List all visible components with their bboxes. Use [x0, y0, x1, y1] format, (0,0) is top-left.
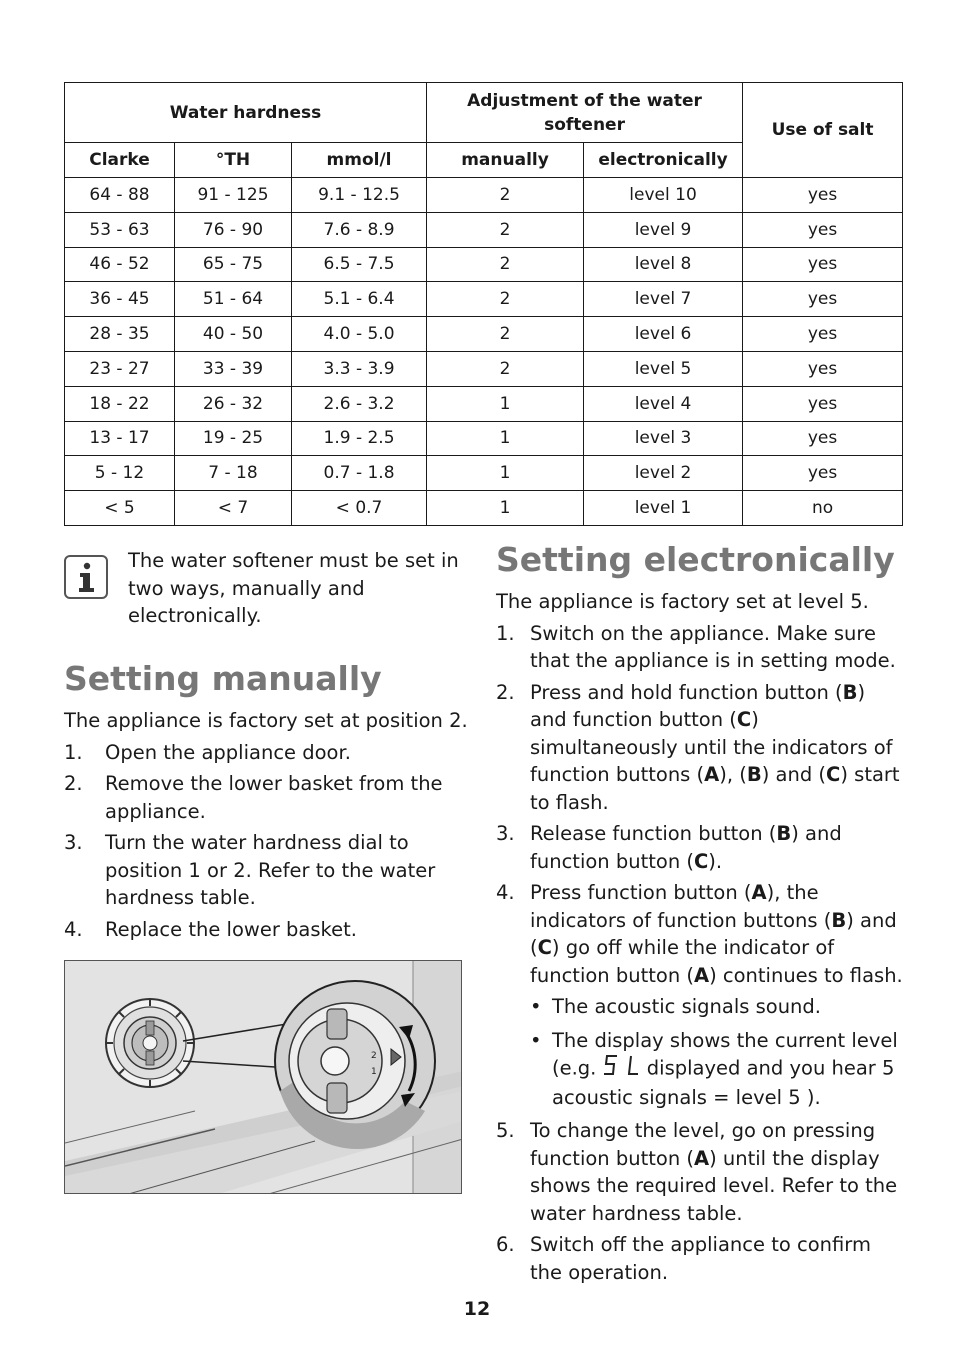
step-text: Press function button (A), the indicators of function buttons (B) and (C) go off while the indicator of function button (A) continues to flash. [530, 881, 903, 987]
right-column [496, 540, 906, 1290]
bullet-item: • The display shows the current level (e.g. displayed and you hear 5 acoustic signals = level 5 ). [530, 1028, 898, 1109]
left-column [64, 547, 474, 947]
header-mmol: mmol/l [292, 143, 427, 178]
table-cell: 2 [427, 178, 584, 213]
table-cell: 23 - 27 [65, 351, 175, 386]
electronic-step [496, 879, 906, 1111]
table-cell: yes [743, 456, 903, 491]
button-ref-c: C [693, 849, 709, 873]
table-cell: 53 - 63 [65, 212, 175, 247]
table-cell: level 1 [584, 491, 743, 526]
table-cell: level 4 [584, 386, 743, 421]
step-number: 4. [64, 917, 83, 941]
info-note [64, 547, 474, 633]
table-cell: yes [743, 247, 903, 282]
table-cell: level 5 [584, 351, 743, 386]
table-cell: 3.3 - 3.9 [292, 351, 427, 386]
step4-bullets [530, 993, 906, 1111]
header-use-of-salt: Use of salt [743, 83, 903, 178]
table-cell: 33 - 39 [175, 351, 292, 386]
table-cell: yes [743, 178, 903, 213]
table-row [65, 317, 903, 352]
step-number: 3. [64, 831, 83, 854]
step-number: 1. [64, 740, 83, 764]
step-number: 2. [64, 772, 83, 795]
table-cell: no [743, 491, 903, 526]
step-text: Replace the lower basket. [105, 917, 357, 941]
step-number: 2. [496, 680, 515, 704]
electronic-step [496, 620, 906, 675]
table-cell: level 9 [584, 212, 743, 247]
step-text: Release function button (B) and function button (C). [530, 822, 842, 873]
electronic-step [496, 1231, 906, 1286]
table-cell: 18 - 22 [65, 386, 175, 421]
header-manually: manually [427, 143, 584, 178]
table-cell: 1.9 - 2.5 [292, 421, 427, 456]
step-number: 5. [496, 1119, 515, 1142]
table-cell: 91 - 125 [175, 178, 292, 213]
info-icon [64, 555, 108, 599]
table-cell: < 0.7 [292, 491, 427, 526]
button-ref-b: B [831, 908, 847, 932]
table-cell: 4.0 - 5.0 [292, 317, 427, 352]
table-cell: 76 - 90 [175, 212, 292, 247]
step-text: Press and hold function button (B) and function button (C) simultaneously until the indicators of function buttons (A), (B) and (C) start to flash. [530, 680, 900, 814]
step-text: Switch off the appliance to confirm the operation. [530, 1233, 871, 1284]
table-cell: level 2 [584, 456, 743, 491]
header-clarke: Clarke [65, 143, 175, 178]
table-cell: 13 - 17 [65, 421, 175, 456]
table-cell: 36 - 45 [65, 282, 175, 317]
table-cell: 5 - 12 [65, 456, 175, 491]
electronic-step [496, 1117, 906, 1227]
table-cell: 2 [427, 351, 584, 386]
step-number: 1. [496, 621, 515, 645]
button-ref-c: C [736, 708, 752, 731]
table-cell: 6.5 - 7.5 [292, 247, 427, 282]
step-text: Remove the lower basket from the appliance. [105, 772, 443, 823]
table-cell: level 8 [584, 247, 743, 282]
table-cell: 2 [427, 282, 584, 317]
manual-step [64, 739, 474, 767]
table-cell: yes [743, 212, 903, 247]
button-ref-a: A [751, 881, 767, 904]
table-cell: yes [743, 282, 903, 317]
table-row [65, 247, 903, 282]
table-row [65, 178, 903, 213]
button-ref-b: B [776, 822, 792, 845]
table-cell: 1 [427, 386, 584, 421]
electronic-step [496, 679, 906, 817]
table-cell: 2.6 - 3.2 [292, 386, 427, 421]
manual-step [64, 770, 474, 825]
info-note-text: The water softener must be set in two ways, manually and electronically. [128, 549, 459, 627]
table-cell: < 5 [65, 491, 175, 526]
step-number: 4. [496, 881, 515, 904]
dial-mark-2: 2 [371, 1051, 377, 1061]
table-cell: level 3 [584, 421, 743, 456]
table-cell: 7 - 18 [175, 456, 292, 491]
table-row [65, 456, 903, 491]
table-cell: 1 [427, 491, 584, 526]
step-number: 3. [496, 822, 515, 845]
step-text: Open the appliance door. [105, 740, 351, 764]
table-cell: yes [743, 351, 903, 386]
table-cell: 0.7 - 1.8 [292, 456, 427, 491]
table-row [65, 386, 903, 421]
electronic-step [496, 820, 906, 875]
bullet-icon: • [530, 995, 542, 1018]
table-cell: 5.1 - 6.4 [292, 282, 427, 317]
table-cell: yes [743, 421, 903, 456]
table-cell: level 10 [584, 178, 743, 213]
table-cell: 9.1 - 12.5 [292, 178, 427, 213]
button-ref-c: C [537, 936, 552, 959]
manual-steps [64, 739, 474, 944]
button-ref-b: B [842, 680, 858, 704]
button-ref-c: C [826, 763, 841, 786]
table-cell: level 6 [584, 317, 743, 352]
heading-setting-manually: Setting manually [64, 659, 382, 698]
step-text: To change the level, go on pressing function button (A) until the display shows the required level. Refer to the water hardness table. [530, 1119, 898, 1225]
header-electronically: electronically [584, 143, 743, 178]
table-cell: < 7 [175, 491, 292, 526]
table-cell: 2 [427, 247, 584, 282]
table-cell: 2 [427, 317, 584, 352]
button-ref-a: A [693, 963, 710, 987]
magnified-dial [275, 981, 435, 1149]
dial-mark-1: 1 [371, 1067, 377, 1077]
manual-step [64, 916, 474, 944]
bullet-icon: • [530, 1028, 542, 1052]
table-cell: 65 - 75 [175, 247, 292, 282]
table-cell: level 7 [584, 282, 743, 317]
button-ref-a: A [704, 763, 720, 786]
bullet-item: • The acoustic signals sound. [530, 993, 906, 1021]
table-cell: 19 - 25 [175, 421, 292, 456]
water-hardness-table [64, 82, 903, 526]
table-row [65, 282, 903, 317]
button-ref-b: B [746, 763, 762, 786]
table-cell: yes [743, 386, 903, 421]
manual-intro: The appliance is factory set at position 2. [64, 709, 468, 732]
table-cell: 1 [427, 421, 584, 456]
page-number: 12 [463, 1298, 491, 1320]
table-cell: 64 - 88 [65, 178, 175, 213]
heading-setting-electronically: Setting electronically [496, 540, 895, 579]
step-text: Turn the water hardness dial to position 1 or 2. Refer to the water hardness table. [105, 831, 436, 909]
table-row [65, 351, 903, 386]
electronic-intro: The appliance is factory set at level 5. [496, 590, 869, 613]
header-th: °TH [175, 143, 292, 178]
table-row [65, 212, 903, 247]
header-adjustment: Adjustment of the water softener [427, 83, 743, 143]
table-cell: 26 - 32 [175, 386, 292, 421]
button-ref-a: A [693, 1146, 710, 1170]
table-row [65, 421, 903, 456]
electronic-steps [496, 620, 906, 1287]
table-cell: 51 - 64 [175, 282, 292, 317]
table-cell: 40 - 50 [175, 317, 292, 352]
step-text: Switch on the appliance. Make sure that the appliance is in setting mode. [530, 621, 896, 672]
water-hardness-dial-illustration [64, 960, 462, 1194]
segment-display-icon [603, 1054, 641, 1084]
table-cell: 1 [427, 456, 584, 491]
table-row [65, 491, 903, 526]
table-cell: 2 [427, 212, 584, 247]
small-dial [106, 999, 194, 1087]
table-cell: 46 - 52 [65, 247, 175, 282]
table-body [65, 178, 903, 526]
table-cell: 7.6 - 8.9 [292, 212, 427, 247]
table-cell: 28 - 35 [65, 317, 175, 352]
table-cell: yes [743, 317, 903, 352]
step-number: 6. [496, 1233, 515, 1256]
header-water-hardness: Water hardness [65, 83, 427, 143]
manual-step [64, 829, 474, 912]
